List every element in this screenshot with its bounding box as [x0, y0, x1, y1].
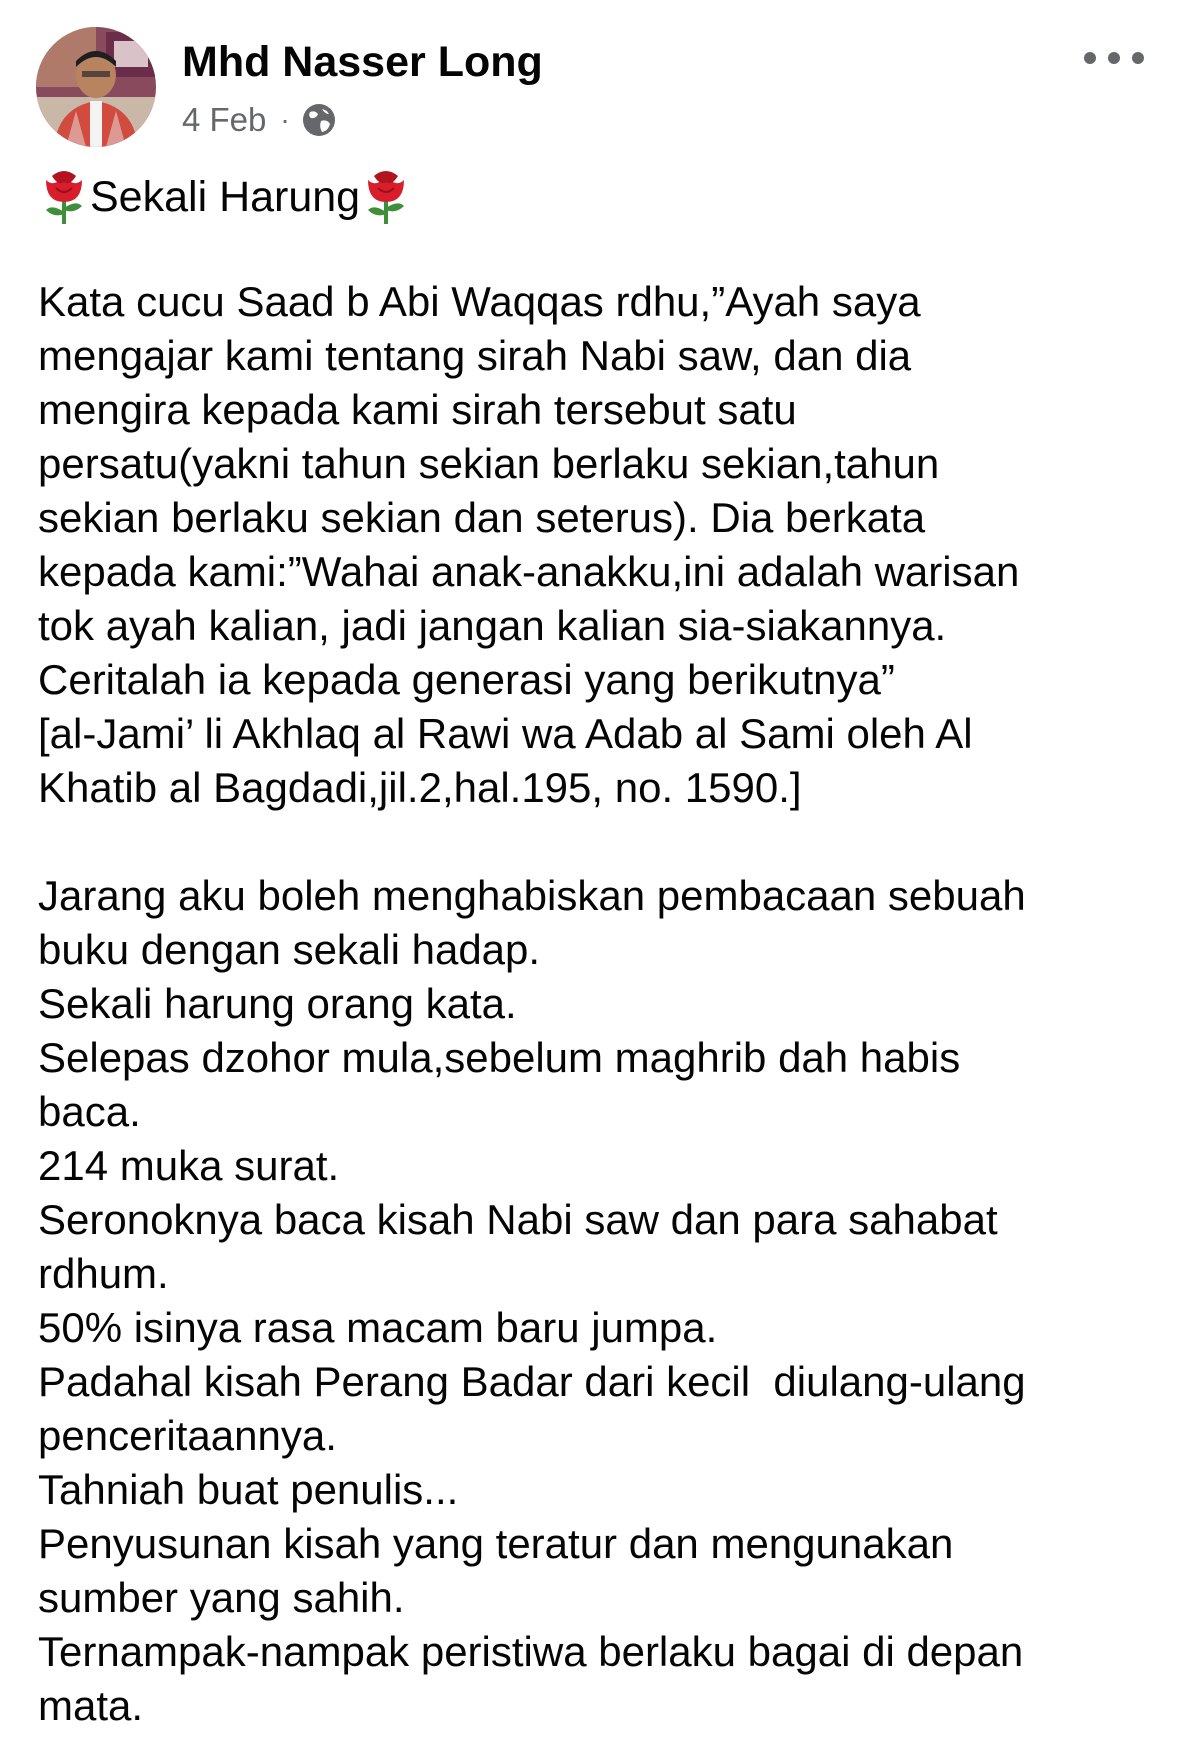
rose-icon: [360, 168, 412, 226]
more-dot: [1108, 52, 1120, 64]
author-avatar[interactable]: [36, 27, 156, 147]
post-body-text: Kata cucu Saad b Abi Waqqas rdhu,”Ayah saya mengajar kami tentang sirah Nabi saw, dan dia mengira kepada kami sirah tersebut satu persatu(yakni tahun sekian berlaku sekian,tahun sekian berlaku sekian dan seterus). Dia berkata kepada kami:”Wahai anak-anakku,ini adalah warisan tok ayah kalian, jadi jangan kalian sia-siakannya. Ceritalah ia kepada generasi yang berikutnya” [al-Jami’ li Akhlaq al Rawi wa Adab al Sami oleh Al Khatib al Bagdadi,jil.2,hal.195, no. 1590.] Jarang aku boleh menghabiskan pembacaan sebuah buku dengan sekali hadap. Sekali harung orang kata. Selepas dzohor mula,sebelum maghrib dah habis baca. 214 muka surat. Seronoknya baca kisah Nabi saw dan para sahabat rdhum. 50% isinya rasa macam baru jumpa. Padahal kisah Perang Badar dari kecil diulang-ulang penceritaannya. Tahniah buat penulis... Penyusunan kisah yang teratur dan mengunakan sumber yang sahih. Ternampak-nampak peristiwa berlaku bagai di depan mata.: [38, 278, 1026, 1729]
post-header: [0, 0, 1179, 160]
avatar-photo: [36, 27, 156, 147]
more-options-icon[interactable]: [1084, 38, 1144, 78]
more-dot: [1084, 52, 1096, 64]
post-meta: [182, 98, 338, 142]
author-name[interactable]: Mhd Nasser Long: [182, 38, 543, 86]
more-dot: [1132, 52, 1144, 64]
globe-icon[interactable]: [300, 101, 338, 139]
meta-separator: ·: [280, 104, 290, 135]
post-title: Sekali Harung: [90, 172, 361, 221]
rose-icon: [38, 168, 90, 226]
post-date[interactable]: 4 Feb: [182, 101, 267, 138]
post-title-line: [38, 167, 412, 227]
